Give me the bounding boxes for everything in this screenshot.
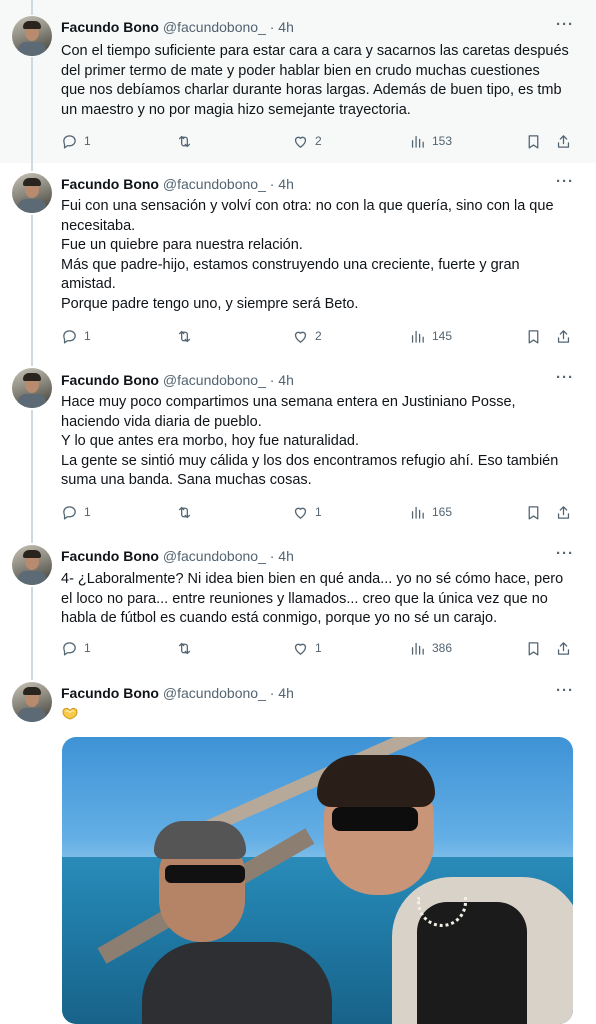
retweet-icon bbox=[176, 133, 193, 150]
heart-icon bbox=[292, 133, 309, 150]
reply-icon bbox=[61, 133, 78, 150]
tweet-3[interactable] bbox=[0, 358, 596, 534]
reply-count: 1 bbox=[84, 329, 91, 343]
retweet-icon bbox=[176, 504, 193, 521]
like-count: 2 bbox=[315, 134, 322, 148]
reply-count: 1 bbox=[84, 641, 91, 655]
share-icon bbox=[555, 504, 572, 521]
author-name[interactable]: Facundo Bono bbox=[61, 372, 159, 388]
tweet-header bbox=[61, 547, 294, 565]
tweet-actions bbox=[0, 326, 596, 346]
more-dots-icon[interactable]: ··· bbox=[556, 173, 574, 190]
like-button[interactable] bbox=[292, 326, 322, 346]
bookmark-button[interactable] bbox=[525, 638, 542, 658]
views-bar-chart-icon bbox=[409, 640, 426, 657]
reply-button[interactable] bbox=[61, 502, 91, 522]
retweet-button[interactable] bbox=[176, 326, 199, 346]
views-bar-chart-icon bbox=[409, 328, 426, 345]
avatar[interactable] bbox=[12, 16, 52, 56]
reply-count: 1 bbox=[84, 505, 91, 519]
like-button[interactable] bbox=[292, 638, 322, 658]
bookmark-icon bbox=[525, 640, 542, 657]
views-button[interactable] bbox=[409, 131, 452, 151]
like-count: 1 bbox=[315, 641, 322, 655]
views-button[interactable] bbox=[409, 638, 452, 658]
tweet-text: 4- ¿Laboralmente? Ni idea bien bien en qué anda... yo no sé cómo hace, pero el loco no para... entre reuniones y llamados... creo que la única vez que no habla de fútbol es cuando está conmigo, porque yo no sé un carajo. bbox=[61, 571, 564, 626]
person-left-body bbox=[142, 942, 332, 1024]
retweet-button[interactable] bbox=[176, 131, 199, 151]
view-count: 145 bbox=[432, 329, 453, 343]
author-name[interactable]: Facundo Bono bbox=[61, 548, 159, 564]
bookmark-button[interactable] bbox=[525, 502, 542, 522]
like-button[interactable] bbox=[292, 131, 322, 151]
views-bar-chart-icon bbox=[409, 133, 426, 150]
reply-button[interactable] bbox=[61, 326, 91, 346]
view-count: 153 bbox=[432, 134, 453, 148]
tweet-header bbox=[61, 18, 294, 36]
tweet-text: Fui con una sensación y volví con otra: no con la que quería, sino con la que necesitaba. Fue un quiebre para nuestra relación. Más que padre-hijo, estamos construyendo una creciente, fuerte y gran amistad. Porque padre tengo uno, y siempre será Beto. bbox=[61, 198, 554, 312]
bookmark-button[interactable] bbox=[525, 326, 542, 346]
tweet-2[interactable] bbox=[0, 163, 596, 358]
avatar[interactable] bbox=[12, 173, 52, 213]
reply-button[interactable] bbox=[61, 131, 91, 151]
bookmark-button[interactable] bbox=[525, 131, 542, 151]
view-count: 386 bbox=[432, 641, 453, 655]
tweet-header bbox=[61, 684, 294, 702]
author-handle-time[interactable]: @facundobono_ · 4h bbox=[162, 372, 294, 388]
avatar[interactable] bbox=[12, 545, 52, 585]
tweet-4[interactable] bbox=[0, 534, 596, 670]
author-name[interactable]: Facundo Bono bbox=[61, 685, 159, 701]
share-icon bbox=[555, 328, 572, 345]
bookmark-icon bbox=[525, 504, 542, 521]
tweet-photo[interactable] bbox=[62, 737, 573, 1024]
author-handle-time[interactable]: @facundobono_ · 4h bbox=[162, 176, 294, 192]
more-dots-icon[interactable]: ··· bbox=[556, 369, 574, 386]
retweet-icon bbox=[176, 328, 193, 345]
share-button[interactable] bbox=[555, 326, 572, 346]
tweet-header bbox=[61, 371, 294, 389]
more-dots-icon[interactable]: ··· bbox=[556, 682, 574, 699]
tweet-text: Con el tiempo suficiente para estar cara a cara y sacarnos las caretas después del primer termo de mate y poder hablar bien en crudo muchas cuestiones que nos debíamos charlar durante horas largas. Además de buen tipo, es tmb un maestro y no por magia hizo semejante trayectoria. bbox=[61, 43, 569, 118]
tweet-actions bbox=[0, 502, 596, 522]
share-icon bbox=[555, 133, 572, 150]
avatar[interactable] bbox=[12, 368, 52, 408]
like-button[interactable] bbox=[292, 502, 322, 522]
author-name[interactable]: Facundo Bono bbox=[61, 176, 159, 192]
author-handle-time[interactable]: @facundobono_ · 4h bbox=[162, 19, 294, 35]
heart-icon bbox=[292, 328, 309, 345]
reply-button[interactable] bbox=[61, 638, 91, 658]
retweet-icon bbox=[176, 640, 193, 657]
yellow-heart-hands-emoji bbox=[61, 706, 79, 720]
more-dots-icon[interactable]: ··· bbox=[556, 16, 574, 33]
thread-line bbox=[31, 358, 33, 366]
tweet-5[interactable] bbox=[0, 670, 596, 1024]
retweet-button[interactable] bbox=[176, 638, 199, 658]
avatar[interactable] bbox=[12, 682, 52, 722]
more-dots-icon[interactable]: ··· bbox=[556, 545, 574, 562]
tweet-1[interactable] bbox=[0, 0, 596, 163]
author-handle-time[interactable]: @facundobono_ · 4h bbox=[162, 548, 294, 564]
reply-icon bbox=[61, 640, 78, 657]
bookmark-icon bbox=[525, 328, 542, 345]
reply-icon bbox=[61, 504, 78, 521]
views-bar-chart-icon bbox=[409, 504, 426, 521]
reply-count: 1 bbox=[84, 134, 91, 148]
thread-line bbox=[31, 534, 33, 543]
sunglasses bbox=[332, 807, 418, 831]
bookmark-icon bbox=[525, 133, 542, 150]
tweet-actions bbox=[0, 131, 596, 151]
views-button[interactable] bbox=[409, 502, 452, 522]
like-count: 1 bbox=[315, 505, 322, 519]
thread-line bbox=[31, 163, 33, 171]
person-right-hair bbox=[317, 755, 435, 807]
tweet-header bbox=[61, 175, 294, 193]
sunglasses bbox=[165, 865, 245, 883]
reply-icon bbox=[61, 328, 78, 345]
person-left-hair bbox=[154, 821, 246, 859]
author-handle-time[interactable]: @facundobono_ · 4h bbox=[162, 685, 294, 701]
retweet-button[interactable] bbox=[176, 502, 199, 522]
tweet-text: Hace muy poco compartimos una semana entera en Justiniano Posse, haciendo vida diaria de pueblo. Y lo que antes era morbo, hoy fue naturalidad. La gente se sintió muy cálida y los dos encontramos refugio ahí. Eso también suma una banda. Sana muchas cosas. bbox=[61, 394, 559, 488]
like-count: 2 bbox=[315, 329, 322, 343]
thread-line bbox=[31, 670, 33, 680]
view-count: 165 bbox=[432, 505, 453, 519]
tweet-actions bbox=[0, 638, 596, 658]
share-button[interactable] bbox=[555, 502, 572, 522]
heart-icon bbox=[292, 504, 309, 521]
share-button[interactable] bbox=[555, 131, 572, 151]
heart-icon bbox=[292, 640, 309, 657]
share-icon bbox=[555, 640, 572, 657]
share-button[interactable] bbox=[555, 638, 572, 658]
author-name[interactable]: Facundo Bono bbox=[61, 19, 159, 35]
views-button[interactable] bbox=[409, 326, 452, 346]
thread-line bbox=[31, 0, 33, 15]
